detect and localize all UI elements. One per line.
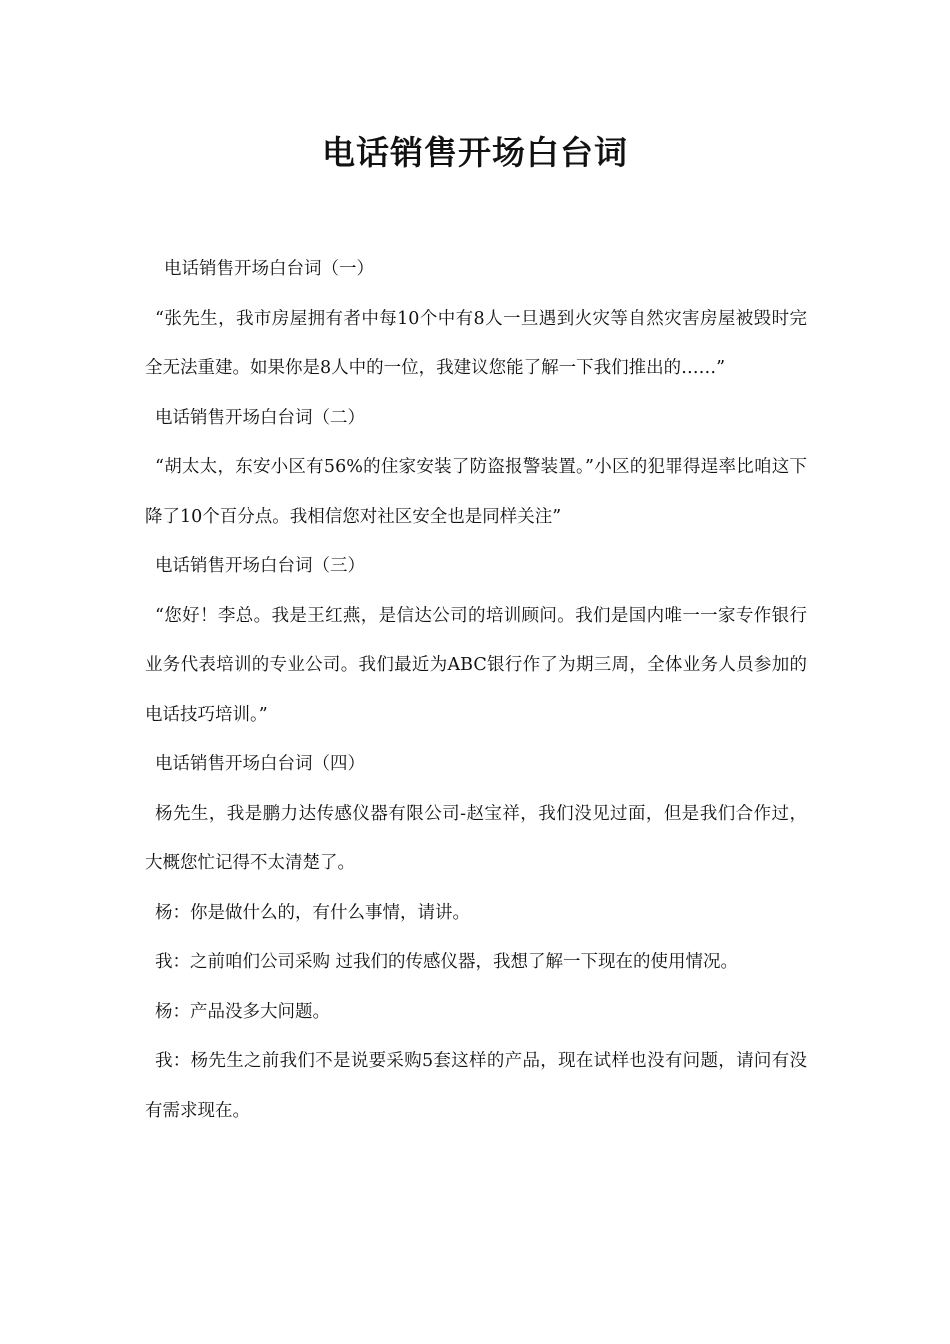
document-body xyxy=(145,245,807,1136)
dialogue-line-1: 杨：你是做什么的，有什么事情，请讲。 xyxy=(155,902,470,923)
page-title: 电话销售开场白台词 xyxy=(322,133,628,172)
paragraph-1: “张先生，我市房屋拥有者中每10个中有8人一旦遇到火灾等自然灾害房屋被毁时完全无法重建。如果你是8人中的一位，我建议您能了解一下我们推出的……” xyxy=(145,308,807,378)
section-heading-1: 电话销售开场白台词（一） xyxy=(164,259,374,279)
paragraph-2: “胡太太，东安小区有56%的住家安装了防盗报警装置。”小区的犯罪得逞率比咱这下降了10个百分点。我相信您对社区安全也是同样关注” xyxy=(145,457,807,527)
section-heading-3: 电话销售开场白台词（三） xyxy=(155,556,365,576)
dialogue-line-4: 我：杨先生之前我们不是说要采购5套这样的产品，现在试样也没有问题，请问有没有需求现在。 xyxy=(145,1051,807,1121)
section-heading-2: 电话销售开场白台词（二） xyxy=(155,407,365,428)
dialogue-line-3: 杨：产品没多大问题。 xyxy=(155,1001,330,1022)
paragraph-4: 杨先生，我是鹏力达传感仪器有限公司-赵宝祥，我们没见过面，但是我们合作过，大概您忙记得不太清楚了。 xyxy=(145,803,807,873)
section-heading-4: 电话销售开场白台词（四） xyxy=(155,754,365,774)
dialogue-line-2: 我：之前咱们公司采购 过我们的传感仪器，我想了解一下现在的使用情况。 xyxy=(155,952,739,972)
paragraph-3: “您好！李总。我是王红燕，是信达公司的培训顾问。我们是国内唯一一家专作银行业务代表培训的专业公司。我们最近为ABC银行作了为期三周，全体业务人员参加的电话技巧培训。” xyxy=(145,605,807,725)
